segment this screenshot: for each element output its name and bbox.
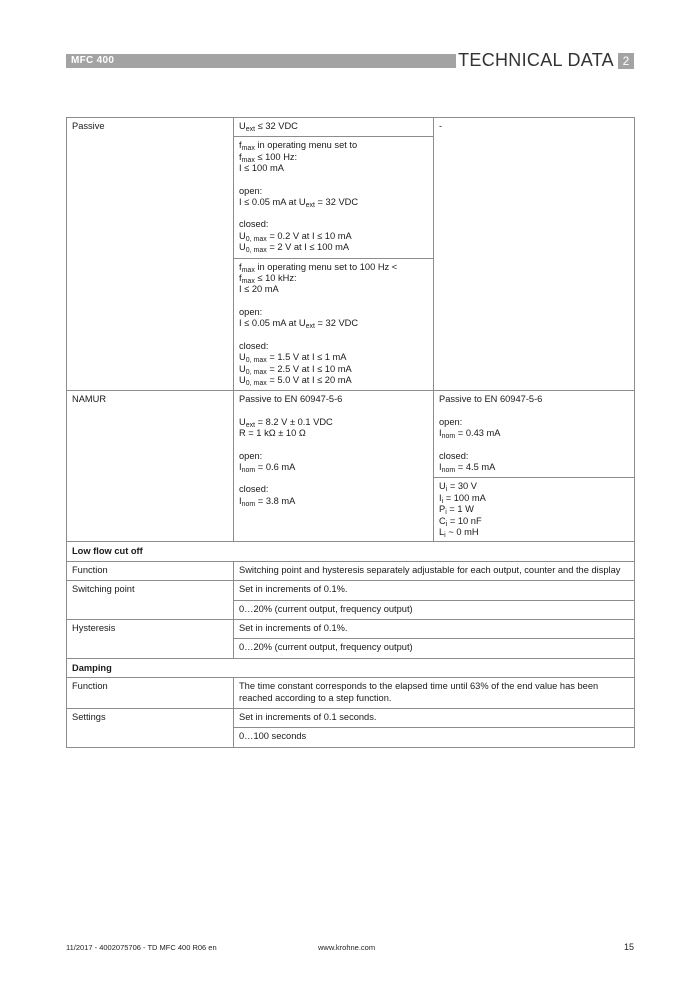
footer-document-id: 11/2017 - 4002075706 - TD MFC 400 R06 en [66, 943, 217, 952]
cell-passive-col3: - [434, 118, 635, 391]
row-label-switching-point: Switching point [67, 581, 234, 620]
cell-function-value: Switching point and hysteresis separately adjustable for each output, counter and the display [234, 561, 635, 580]
technical-data-table [66, 117, 635, 748]
page-number: 15 [623, 942, 634, 952]
cell-passive-100hz: $f_{max}$ in operating menu set to $f_{max} \le 100$ Hz: I ≤ 100 mA open: I ≤ 0.05 mA at $U_{ext} = 32$ VDC closed: $U_{0, max} = 0.2$ V at I ≤ 10 mA $U_{0, max} = 2$ V at I ≤ 100 mA [234, 137, 434, 258]
table-row [67, 391, 635, 478]
section-heading-damping: Damping [67, 658, 635, 677]
table-row [67, 581, 635, 600]
table-row [67, 620, 635, 639]
section-heading-row [67, 542, 635, 561]
row-label-function: Function [67, 561, 234, 580]
cell-switching-range: 0…20% (current output, frequency output) [234, 600, 635, 619]
cell-passive-10khz: $f_{max}$ in operating menu set to 100 Hz < $f_{max} \le 10$ kHz: I ≤ 20 mA open: I ≤ 0.05 mA at $U_{ext} = 32$ VDC closed: $U_{0, max} = 1.5$ V at I ≤ 1 mA $U_{0, max} = 2.5$ V at I ≤ 10 mA $U_{0, max} = 5.0$ V at I ≤ 20 mA [234, 258, 434, 391]
footer-website[interactable]: www.krohne.com [318, 943, 376, 952]
header-bar [66, 54, 456, 68]
row-label-passive: Passive [67, 118, 234, 391]
section-heading-low-flow: Low flow cut off [67, 542, 635, 561]
section-title: TECHNICAL DATA [458, 50, 614, 70]
cell-namur-col3: Passive to EN 60947-5-6 open: $I_{nom} = 0.43$ mA closed: $I_{nom} = 4.5$ mA [434, 391, 635, 478]
table-row [67, 561, 635, 580]
cell-switching-increment: Set in increments of 0.1%. [234, 581, 635, 600]
row-label-namur: NAMUR [67, 391, 234, 542]
cell-settings-increment: Set in increments of 0.1 seconds. [234, 709, 635, 728]
section-heading-row [67, 658, 635, 677]
table-row [67, 709, 635, 728]
table-row [67, 118, 635, 137]
table-row [67, 678, 635, 709]
cell-namur-col2: Passive to EN 60947-5-6 $U_{ext} = 8.2$ V ± 0.1 VDC R = 1 kΩ ± 10 Ω open: $I_{nom} = 0.6$ mA closed: $I_{nom} = 3.8$ mA [234, 391, 434, 542]
cell-hysteresis-range: 0…20% (current output, frequency output) [234, 639, 635, 658]
cell-namur-ratings: $U_i = 30$ V $I_i = 100$ mA $P_i = 1$ W $C_i = 10$ nF $L_i$ ~ 0 mH [434, 478, 635, 542]
row-label-settings: Settings [67, 709, 234, 748]
cell-passive-uext: $U_{ext} \le 32$ VDC [234, 118, 434, 137]
cell-settings-range: 0…100 seconds [234, 728, 635, 747]
page-header [66, 50, 634, 70]
row-label-damping-function: Function [67, 678, 234, 709]
section-number-badge: 2 [618, 53, 634, 69]
cell-hysteresis-increment: Set in increments of 0.1%. [234, 620, 635, 639]
row-label-hysteresis: Hysteresis [67, 620, 234, 659]
product-name: MFC 400 [71, 55, 115, 66]
cell-damping-function-value: The time constant corresponds to the elapsed time until 63% of the end value has been reached according to a step function. [234, 678, 635, 709]
